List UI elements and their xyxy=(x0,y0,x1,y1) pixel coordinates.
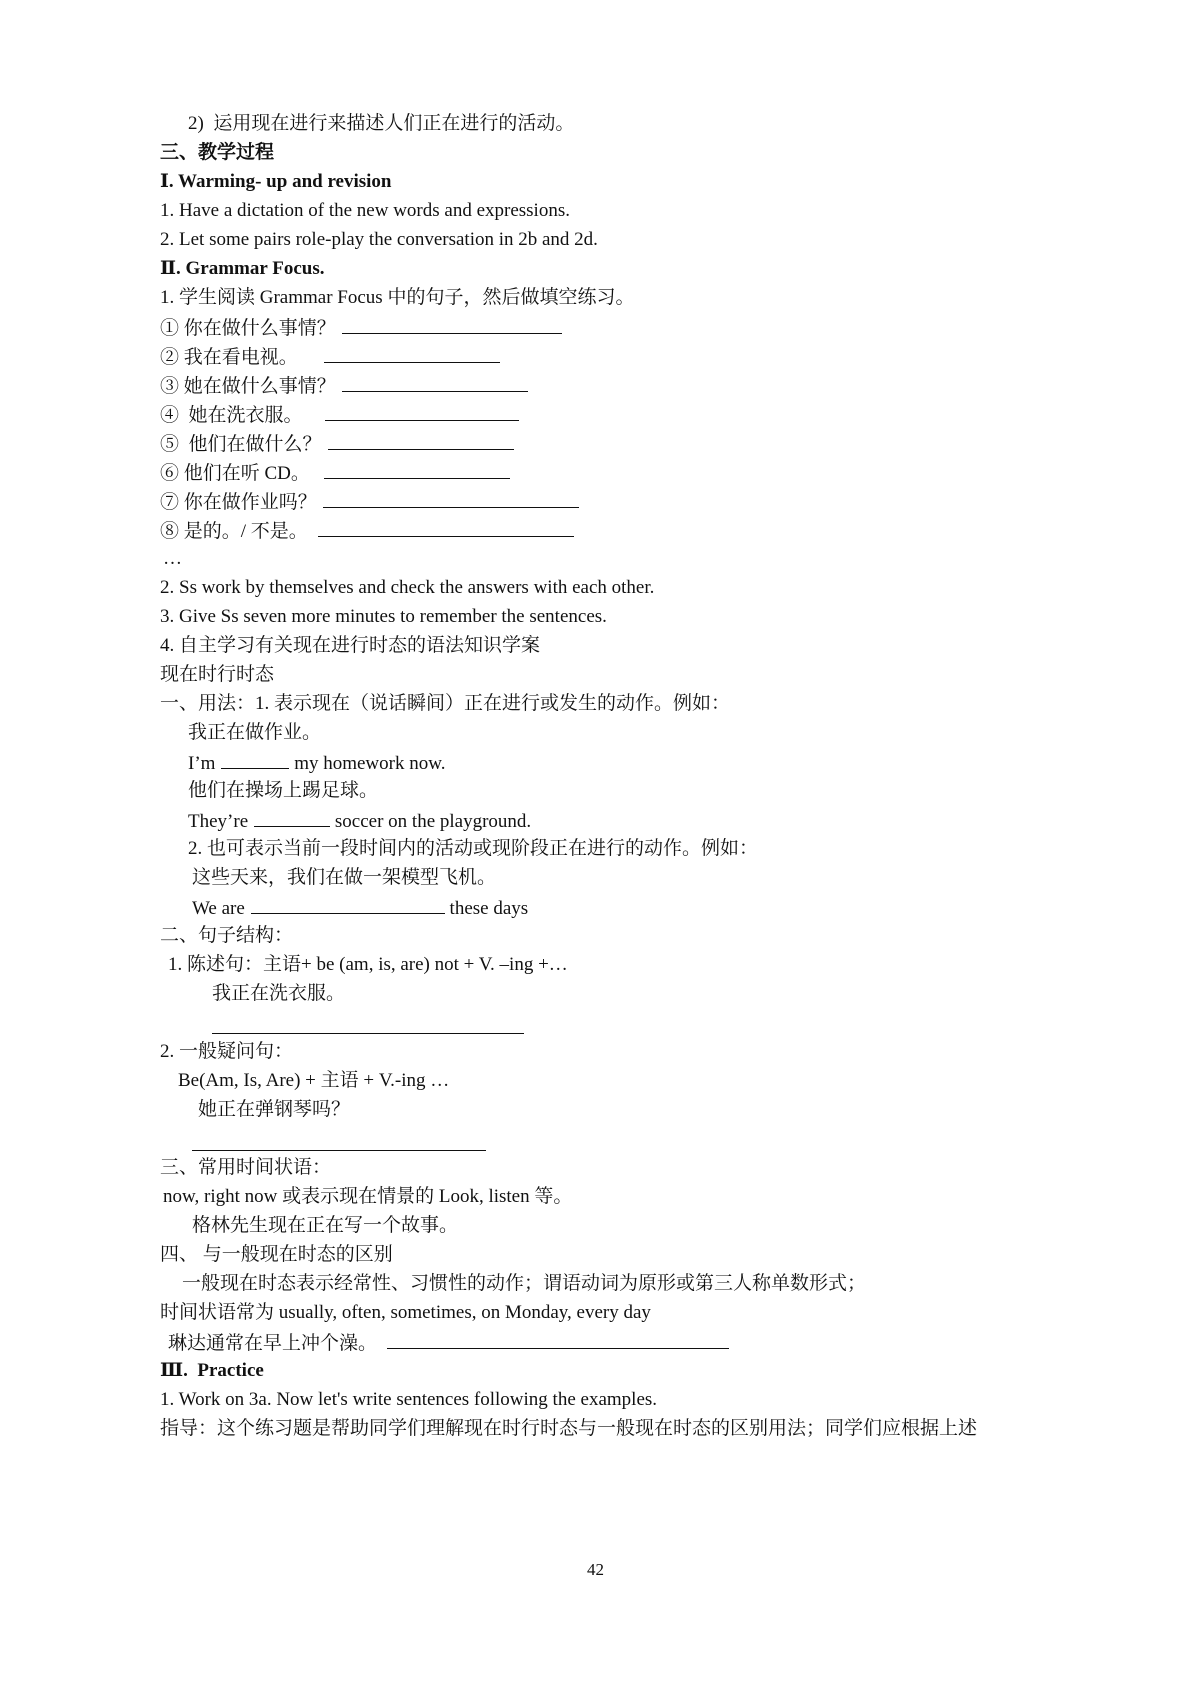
answer-blank[interactable] xyxy=(251,895,445,914)
fill-item-2: ② 我在看电视。 xyxy=(160,344,500,370)
adverbials-heading: 三、常用时间状语： xyxy=(160,1157,332,1178)
part2-item-4: 4. 自主学习有关现在进行时态的语法知识学案 xyxy=(160,635,541,656)
adverbials-line: now, right now 或表示现在情景的 Look, listen 等。 xyxy=(163,1186,573,1207)
adverbials-example: 格林先生现在正在写一个故事。 xyxy=(192,1215,459,1236)
part2-item-1: 1. 学生阅读 Grammar Focus 中的句子，然后做填空练习。 xyxy=(160,287,635,308)
part3-item-1: 1. Work on 3a. Now let's write sentences following the examples. xyxy=(160,1389,658,1410)
part3-guide: 指导：这个练习题是帮助同学们理解现在时行时态与一般现在时态的区别用法；同学们应根据上述 xyxy=(160,1418,978,1439)
fill-item-3: ③ 她在做什么事情？ xyxy=(160,373,528,399)
part1-item-2: 2. Let some pairs role-play the conversation in 2b and 2d. xyxy=(160,229,598,250)
answer-blank[interactable] xyxy=(318,518,574,537)
difference-example: 琳达通常在早上冲个澡。 xyxy=(168,1330,729,1356)
usage-example-1-en: I’m my homework now. xyxy=(188,750,445,776)
structure-statement-example: 我正在洗衣服。 xyxy=(212,983,346,1004)
usage-line-1: 一、用法：1. 表示现在（说话瞬间）正在进行或发生的动作。例如： xyxy=(160,693,731,714)
answer-blank[interactable] xyxy=(328,431,514,450)
part1-item-1: 1. Have a dictation of the new words and expressions. xyxy=(160,200,570,221)
fill-item-6: ⑥ 他们在听 CD。 xyxy=(160,460,510,486)
difference-heading: 四、 与一般现在时态的区别 xyxy=(160,1244,393,1265)
fill-item-8: ⑧ 是的。/ 不是。 xyxy=(160,518,574,544)
answer-blank[interactable] xyxy=(325,402,519,421)
structure-statement: 1. 陈述句：主语+ be (am, is, are) not + V. –ing +… xyxy=(168,954,568,975)
page-number: 42 xyxy=(587,1560,604,1579)
answer-blank[interactable] xyxy=(323,489,579,508)
answer-blank[interactable] xyxy=(342,373,528,392)
answer-blank[interactable] xyxy=(212,1032,524,1034)
answer-blank[interactable] xyxy=(254,808,330,827)
usage-example-2-en: They’re soccer on the playground. xyxy=(188,808,531,834)
fill-item-5: ⑤ 他们在做什么？ xyxy=(160,431,514,457)
usage-line-2: 2. 也可表示当前一段时间内的活动或现阶段正在进行的动作。例如： xyxy=(188,838,759,859)
tense-title: 现在时行时态 xyxy=(160,664,275,685)
usage-example-1-cn: 我正在做作业。 xyxy=(188,722,322,743)
fill-item-4: ④ 她在洗衣服。 xyxy=(160,402,519,428)
structure-question-example: 她正在弹钢琴吗？ xyxy=(198,1099,351,1120)
usage-example-2-cn: 他们在操场上踢足球。 xyxy=(188,780,379,801)
part2-item-2: 2. Ss work by themselves and check the answers with each other. xyxy=(160,577,655,598)
structure-question: 2. 一般疑问句： xyxy=(160,1041,294,1062)
part2-item-3: 3. Give Ss seven more minutes to remember the sentences. xyxy=(160,606,607,627)
structure-question-formula: Be(Am, Is, Are) + 主语 + V.-ing … xyxy=(178,1070,450,1091)
answer-blank[interactable] xyxy=(221,750,289,769)
ellipsis: … xyxy=(163,548,182,569)
part3-heading: Ⅲ. Practice xyxy=(160,1360,264,1381)
part2-heading: Ⅱ. Grammar Focus. xyxy=(160,258,325,279)
structure-heading: 二、句子结构： xyxy=(160,925,294,946)
fill-item-7: ⑦ 你在做作业吗？ xyxy=(160,489,579,515)
answer-blank[interactable] xyxy=(387,1330,729,1349)
fill-item-1: ① 你在做什么事情？ xyxy=(160,315,562,341)
answer-blank[interactable] xyxy=(192,1149,486,1151)
section-heading-teaching-process: 三、教学过程 xyxy=(160,142,275,163)
answer-blank[interactable] xyxy=(324,460,510,479)
difference-line-1: 一般现在时态表示经常性、习惯性的动作；谓语动词为原形或第三人称单数形式； xyxy=(182,1273,867,1294)
answer-blank[interactable] xyxy=(342,315,562,334)
difference-line-2: 时间状语常为 usually, often, sometimes, on Monday, every day xyxy=(160,1302,651,1323)
part1-heading: Ⅰ. Warming- up and revision xyxy=(160,171,392,192)
objective-line: 2) 运用现在进行来描述人们正在进行的活动。 xyxy=(188,113,575,134)
usage-example-3-cn: 这些天来，我们在做一架模型飞机。 xyxy=(192,867,497,888)
usage-example-3-en: We are these days xyxy=(192,895,528,921)
answer-blank[interactable] xyxy=(324,344,500,363)
